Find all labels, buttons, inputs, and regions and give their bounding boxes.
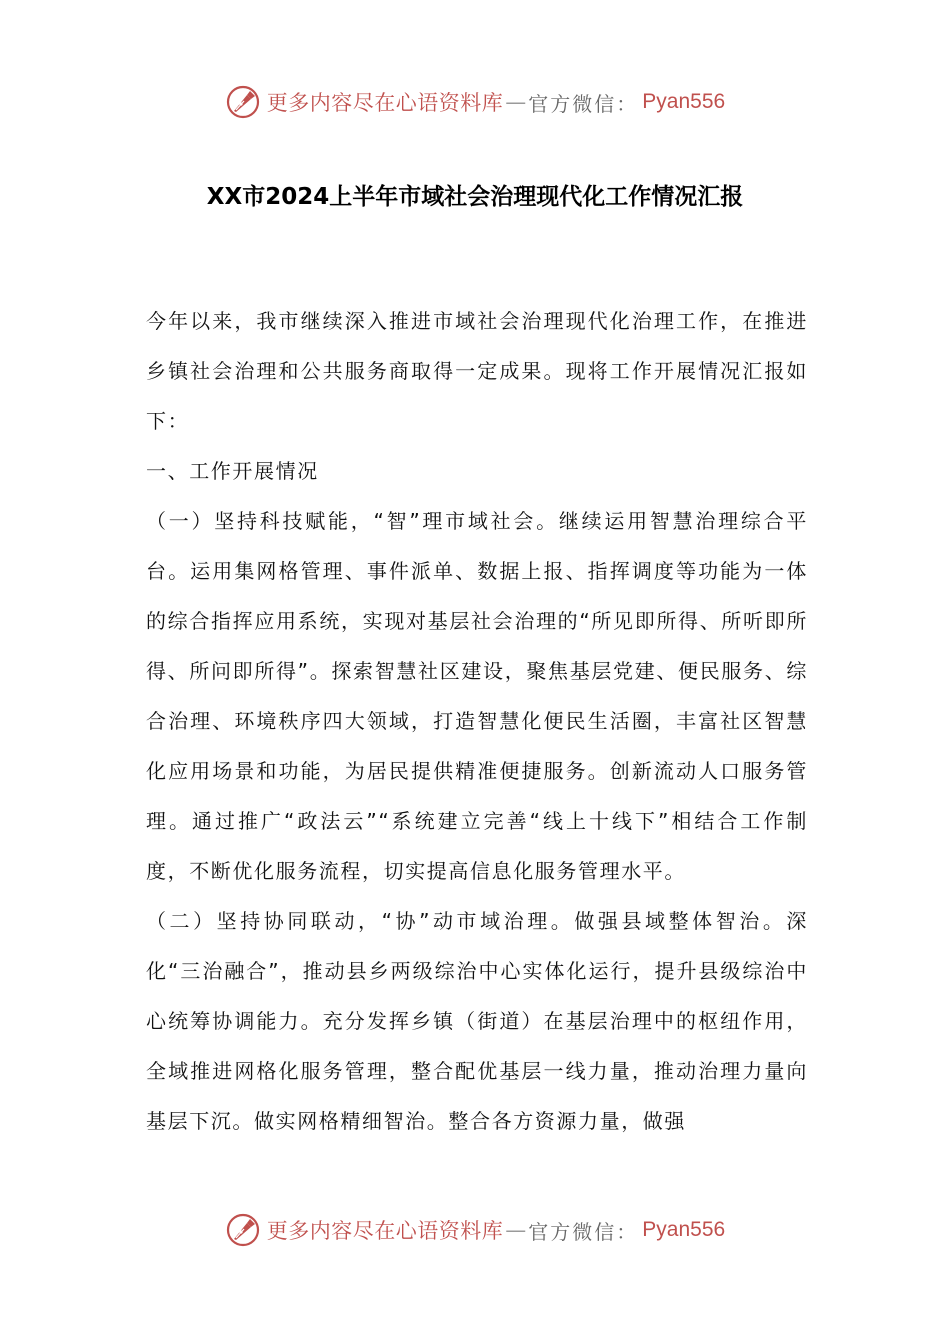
pen-nib-logo-icon <box>225 84 261 120</box>
watermark-dash: — <box>505 90 527 114</box>
document-title: XX市2024上半年市域社会治理现代化工作情况汇报 <box>206 184 744 210</box>
watermark-text: 更多内容尽在心语资料库 <box>266 1219 504 1243</box>
pen-nib-logo-icon <box>225 1212 261 1248</box>
watermark-banner-top <box>0 80 950 124</box>
document-body <box>146 296 808 1146</box>
section-heading: 一、工作开展情况 <box>146 459 319 483</box>
watermark-banner-bottom <box>0 1208 950 1252</box>
watermark-dash: — <box>505 1218 527 1242</box>
watermark-wechat-id: Pyan556 <box>642 90 726 113</box>
watermark-wechat-id: Pyan556 <box>642 1218 726 1241</box>
paragraph-intro: 今年以来，我市继续深入推进市域社会治理现代化治理工作，在推进乡镇社会治理和公共服务商取得一定成果。现将工作开展情况汇报如下： <box>146 309 808 433</box>
watermark-wechat-label: 官方微信： <box>528 1219 639 1244</box>
watermark-text: 更多内容尽在心语资料库 <box>266 91 504 115</box>
watermark-wechat-label: 官方微信： <box>528 91 639 116</box>
paragraph-section-1: （一）坚持科技赋能，“智”理市域社会。继续运用智慧治理综合平台。运用集网格管理、事件派单、数据上报、指挥调度等功能为一体的综合指挥应用系统，实现对基层社会治理的“所见即所得、所听即所得、所问即所得”。探索智慧社区建设，聚焦基层党建、便民服务、综合治理、环境秩序四大领域，打造智慧化便民生活圈，丰富社区智慧化应用场景和功能，为居民提供精准便捷服务。创新流动人口服务管理。通过推广“政法云”“系统建立完善“线上十线下”相结合工作制度，不断优化服务流程，切实提高信息化服务管理水平。 <box>146 509 808 883</box>
paragraph-section-2: （二）坚持协同联动，“协”动市域治理。做强县域整体智治。深化“三治融合”，推动县乡两级综治中心实体化运行，提升县级综治中心统筹协调能力。充分发挥乡镇（街道）在基层治理中的枢纽作用，全域推进网格化服务管理，整合配优基层一线力量，推动治理力量向基层下沉。做实网格精细智治。整合各方资源力量，做强 <box>146 909 808 1133</box>
